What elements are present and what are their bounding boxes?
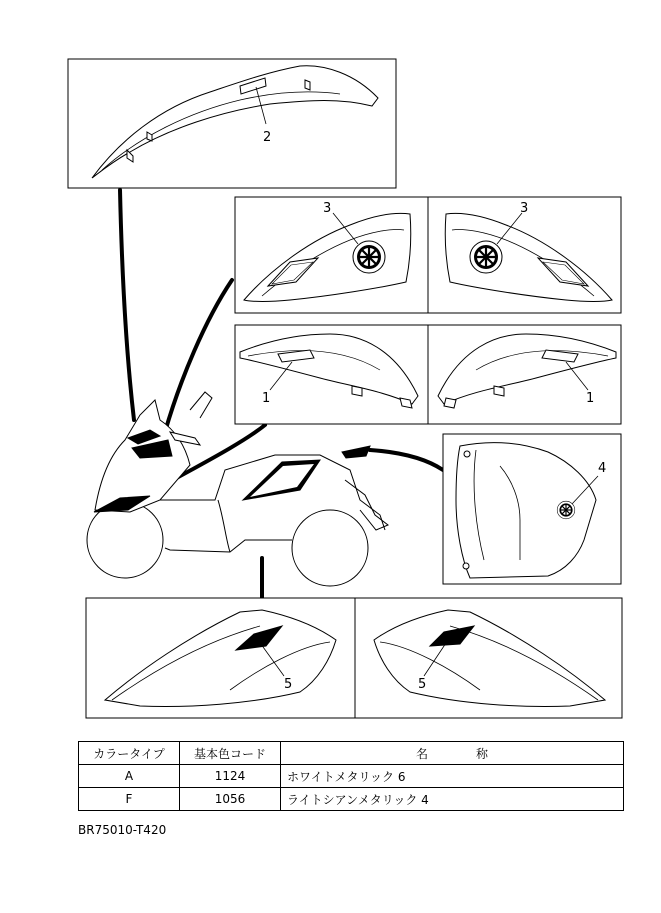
panel-part-5 (86, 598, 622, 718)
color-code-cell: 1056 (180, 788, 281, 811)
panel-part-2 (68, 59, 396, 188)
callout-1-left: 1 (262, 391, 271, 406)
color-type-cell: A (79, 765, 180, 788)
color-name-cell: ライトシアンメタリック 4 (281, 788, 624, 811)
callout-1-right: 1 (586, 391, 595, 406)
callout-5-right: 5 (418, 677, 427, 692)
callout-5-left: 5 (284, 677, 293, 692)
callout-3-left: 3 (323, 201, 332, 216)
color-table-header-row (79, 742, 624, 765)
callout-2: 2 (263, 130, 272, 145)
panel-part-1 (235, 325, 621, 424)
table-row (79, 765, 624, 788)
color-code-cell: 1124 (180, 765, 281, 788)
panel-part-3 (235, 197, 621, 313)
header-base-color-code: 基本色コード (180, 742, 281, 765)
document-code: BR75010-T420 (78, 823, 167, 837)
callout-3-right: 3 (520, 201, 529, 216)
panel-part-4 (443, 434, 621, 584)
callout-4: 4 (598, 461, 607, 476)
color-type-cell: F (79, 788, 180, 811)
header-color-type: カラータイプ (79, 742, 180, 765)
table-row (79, 788, 624, 811)
color-name-cell: ホワイトメタリック 6 (281, 765, 624, 788)
header-name: 名 称 (281, 742, 624, 765)
color-table (78, 741, 624, 811)
